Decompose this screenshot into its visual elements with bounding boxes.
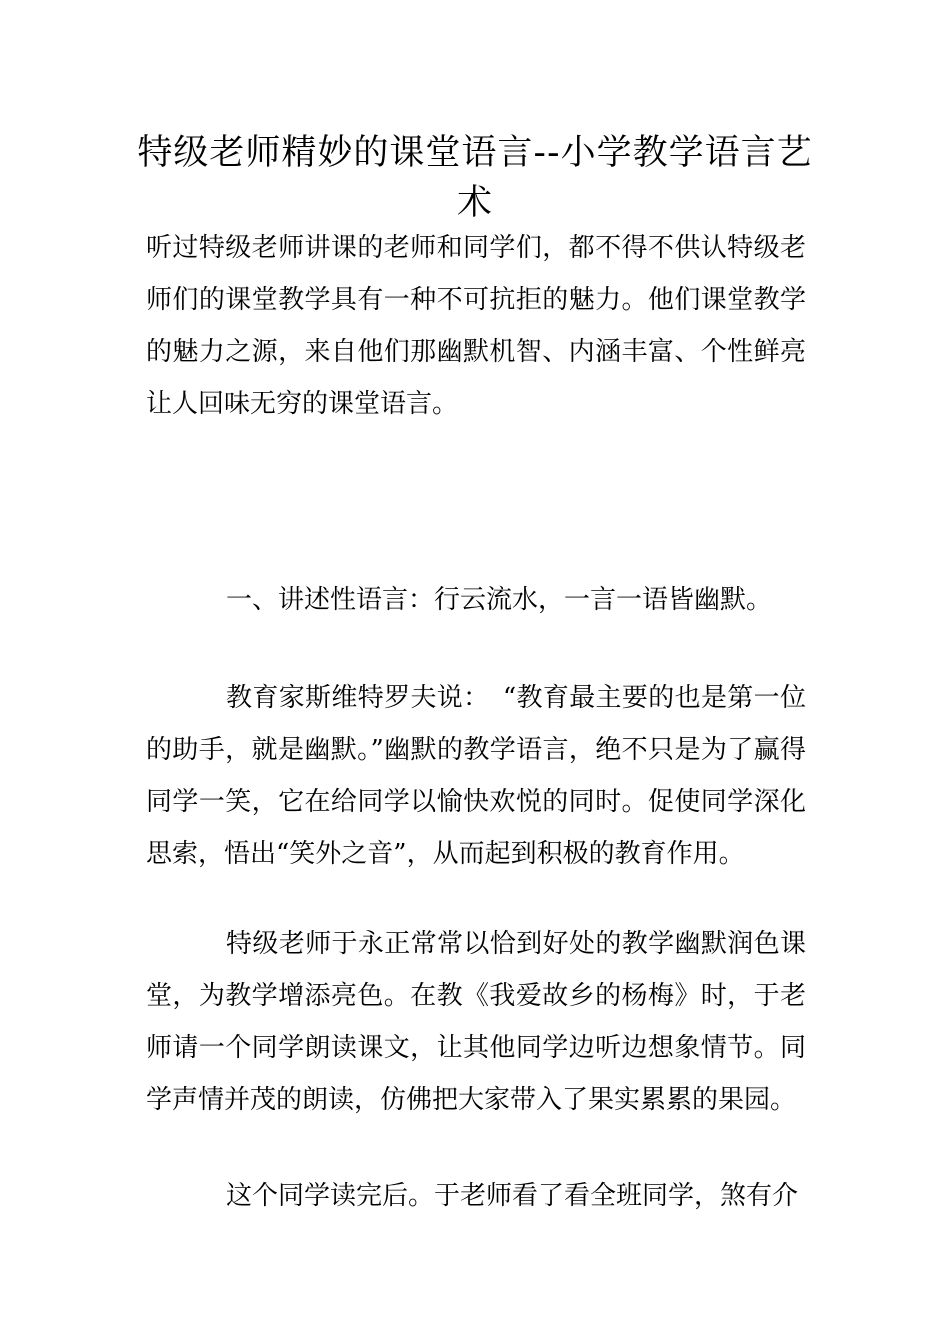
section-heading: 一、讲述性语言：行云流水，一言一语皆幽默。 [226,585,773,615]
body-paragraph: 教育家斯维特罗夫说： “教育最主要的也是第一位的助手，就是幽默。”幽默的教学语言，绝不只是为了赢得同学一笑，它在给同学以愉快欢悦的同时。促使同学深化思索，悟出“笑外之音”，从而起到积极的教育作用。 [146,683,806,869]
body-paragraph: 特级老师于永正常常以恰到好处的教学幽默润色课堂，为教学增添亮色。在教《我爱故乡的杨梅》时，于老师请一个同学朗读课文，让其他同学边听边想象情节。同学声情并茂的朗读，仿佛把大家带入了果实累累的果园。 [146,929,806,1115]
document-title: 特级老师精妙的课堂语言--小学教学语言艺术 [137,133,813,223]
body-paragraph: 这个同学读完后。于老师看了看全班同学，煞有介 [226,1181,799,1211]
intro-paragraph: 听过特级老师讲课的老师和同学们，都不得不供认特级老师们的课堂教学具有一种不可抗拒的魅力。他们课堂教学的魅力之源，来自他们那幽默机智、内涵丰富、个性鲜亮让人回味无穷的课堂语言。 [146,233,806,419]
